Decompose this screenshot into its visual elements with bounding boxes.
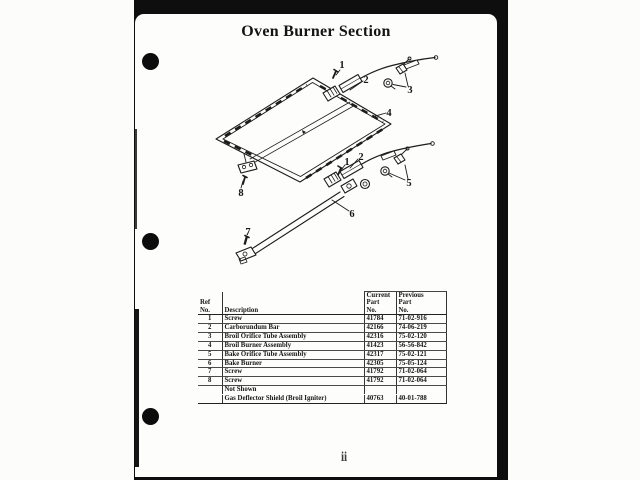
callout-1-bake: 1 bbox=[344, 157, 350, 168]
ref-cell: 1 bbox=[198, 314, 222, 323]
page-title: Oven Burner Section bbox=[241, 23, 391, 40]
previous-part-cell: 75-02-120 bbox=[396, 332, 446, 341]
callout-4: 4 bbox=[386, 108, 392, 119]
bake-orifice-tube-assembly bbox=[324, 142, 434, 187]
table-row bbox=[198, 323, 446, 332]
current-part-cell: 42316 bbox=[364, 332, 396, 341]
description-cell: Screw bbox=[222, 314, 364, 323]
table-row bbox=[198, 395, 446, 404]
previous-part-cell: 75-02-121 bbox=[396, 350, 446, 359]
description-cell: Gas Deflector Shield (Broil Igniter) bbox=[222, 395, 364, 404]
callout-2-broil: 2 bbox=[363, 75, 369, 86]
current-part-cell: 42317 bbox=[364, 350, 396, 359]
table-row bbox=[198, 332, 446, 341]
previous-part-cell: 75-05-124 bbox=[396, 359, 446, 368]
description-cell: Screw bbox=[222, 368, 364, 377]
callout-6: 6 bbox=[349, 209, 355, 220]
callout-7: 7 bbox=[245, 227, 251, 238]
ref-cell: 2 bbox=[198, 323, 222, 332]
exploded-parts-diagram bbox=[200, 55, 450, 275]
callout-3: 3 bbox=[407, 85, 413, 96]
description-cell: Bake Burner bbox=[222, 359, 364, 368]
header-description: Description bbox=[222, 292, 364, 315]
current-part-cell bbox=[364, 386, 396, 395]
screw-8-part bbox=[243, 176, 247, 185]
table-row bbox=[198, 341, 446, 350]
ref-cell: 3 bbox=[198, 332, 222, 341]
description-cell: Not Shown bbox=[222, 386, 364, 395]
current-part-cell: 42166 bbox=[364, 323, 396, 332]
callout-2-bake: 2 bbox=[358, 152, 364, 163]
callout-1-broil: 1 bbox=[339, 60, 345, 71]
current-part-cell: 40763 bbox=[364, 395, 396, 404]
ref-cell: 7 bbox=[198, 368, 222, 377]
description-cell: Broil Orifice Tube Assembly bbox=[222, 332, 364, 341]
current-part-cell: 41784 bbox=[364, 314, 396, 323]
description-cell: Screw bbox=[222, 377, 364, 386]
header-previous-part: Previous Part No. bbox=[396, 292, 446, 315]
ref-cell: 6 bbox=[198, 359, 222, 368]
table-row-not-shown bbox=[198, 386, 446, 395]
ref-cell bbox=[198, 386, 222, 395]
bake-igniter-parts-group bbox=[381, 147, 409, 177]
current-part-cell: 41423 bbox=[364, 341, 396, 350]
previous-part-cell: 74-06-219 bbox=[396, 323, 446, 332]
header-ref: Ref No. bbox=[198, 292, 222, 315]
description-cell: Carborundum Bar bbox=[222, 323, 364, 332]
previous-part-cell: 71-02-916 bbox=[396, 314, 446, 323]
current-part-cell: 42305 bbox=[364, 359, 396, 368]
bake-burner-tube bbox=[236, 179, 370, 264]
description-cell: Broil Burner Assembly bbox=[222, 341, 364, 350]
previous-part-cell: 71-02-064 bbox=[396, 377, 446, 386]
table-row bbox=[198, 359, 446, 368]
ref-cell: 4 bbox=[198, 341, 222, 350]
scan-photo-background bbox=[134, 0, 508, 480]
page-left-edge-shadow bbox=[135, 129, 137, 229]
callout-5: 5 bbox=[406, 178, 412, 189]
description-cell: Bake Orifice Tube Assembly bbox=[222, 350, 364, 359]
parts-table-header bbox=[198, 292, 446, 315]
previous-part-cell: 71-02-064 bbox=[396, 368, 446, 377]
ref-cell bbox=[198, 395, 222, 404]
parts-table bbox=[198, 291, 447, 404]
callout-8: 8 bbox=[238, 188, 244, 199]
current-part-cell: 41792 bbox=[364, 377, 396, 386]
punch-hole-bottom bbox=[142, 408, 159, 425]
punch-hole-middle bbox=[142, 233, 159, 250]
previous-part-cell bbox=[396, 386, 446, 395]
table-row bbox=[198, 368, 446, 377]
header-current-part: Current Part No. bbox=[364, 292, 396, 315]
manual-page bbox=[135, 14, 497, 477]
previous-part-cell: 40-01-788 bbox=[396, 395, 446, 404]
page-number-mark: ii bbox=[341, 449, 348, 465]
ref-cell: 8 bbox=[198, 377, 222, 386]
previous-part-cell: 56-56-842 bbox=[396, 341, 446, 350]
table-row bbox=[198, 350, 446, 359]
table-row bbox=[198, 377, 446, 386]
current-part-cell: 41792 bbox=[364, 368, 396, 377]
ref-cell: 5 bbox=[198, 350, 222, 359]
page-left-edge-shadow-dark bbox=[135, 309, 139, 467]
punch-hole-top bbox=[142, 53, 159, 70]
table-row bbox=[198, 314, 446, 323]
